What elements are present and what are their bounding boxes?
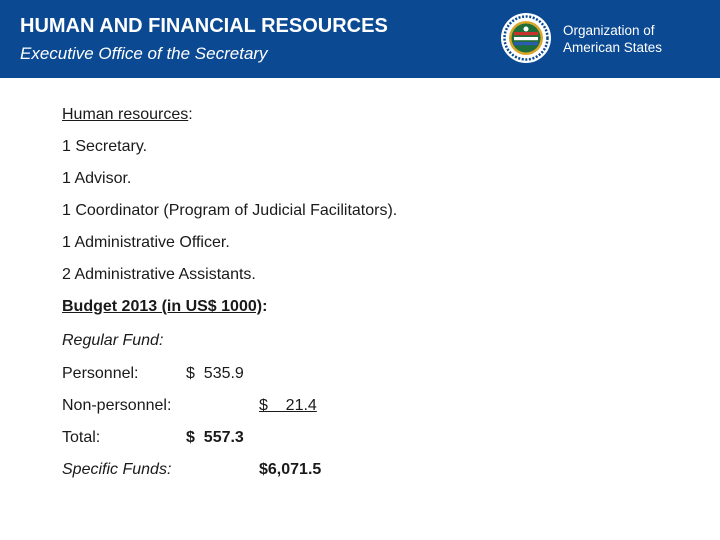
total-value: $ 557.3 bbox=[186, 429, 244, 446]
page-subtitle: Executive Office of the Secretary bbox=[20, 44, 268, 63]
total-label: Total: bbox=[62, 429, 101, 446]
oas-seal-icon bbox=[500, 12, 552, 64]
organization-name bbox=[563, 22, 662, 56]
list-item: 1 Administrative Officer. bbox=[62, 234, 230, 251]
list-item: 1 Advisor. bbox=[62, 170, 132, 187]
personnel-value: $ 535.9 bbox=[186, 365, 244, 382]
organization-name-line2: American States bbox=[563, 40, 663, 55]
personnel-label: Personnel: bbox=[62, 365, 139, 382]
human-resources-heading bbox=[62, 106, 193, 124]
header-bar bbox=[0, 0, 720, 78]
list-item: 1 Secretary. bbox=[62, 138, 148, 155]
regular-fund-label: Regular Fund: bbox=[62, 332, 164, 349]
specific-funds-label: Specific Funds: bbox=[62, 461, 172, 478]
budget-heading bbox=[62, 298, 267, 316]
page-title: HUMAN AND FINANCIAL RESOURCES bbox=[20, 15, 388, 37]
nonpersonnel-label: Non-personnel: bbox=[62, 397, 172, 414]
budget-heading-text: Budget 2013 (in US$ 1000) bbox=[62, 298, 263, 315]
organization-name-line1: Organization of bbox=[563, 23, 655, 38]
list-item: 2 Administrative Assistants. bbox=[62, 266, 256, 283]
nonpersonnel-value: $ 21.4 bbox=[259, 397, 317, 414]
list-item: 1 Coordinator (Program of Judicial Facilitators). bbox=[62, 202, 398, 219]
budget-heading-suffix: : bbox=[262, 298, 268, 315]
specific-funds-value: $6,071.5 bbox=[259, 461, 322, 478]
human-resources-heading-text: Human resources bbox=[62, 106, 189, 123]
human-resources-heading-suffix: : bbox=[188, 106, 193, 123]
